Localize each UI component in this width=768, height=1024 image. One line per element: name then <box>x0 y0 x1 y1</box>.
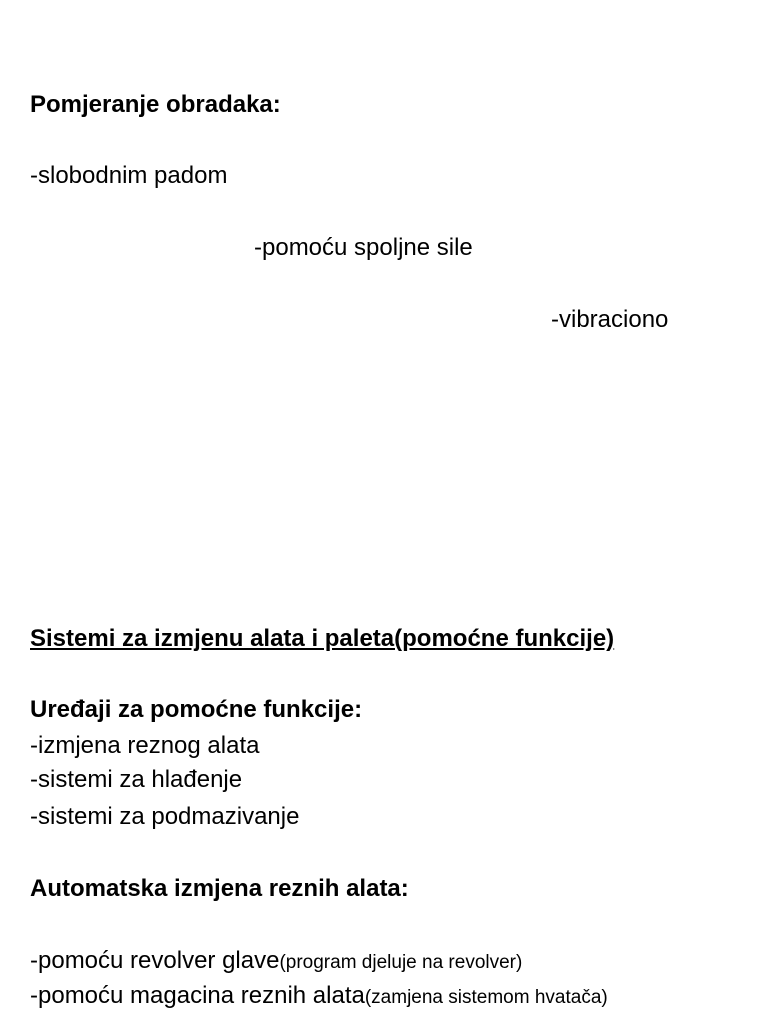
auto-item-main: -pomoću magacina reznih alata <box>30 982 365 1009</box>
auto-item-revolver <box>30 946 522 978</box>
device-item: -izmjena reznog alata <box>30 732 260 759</box>
item-pomocu-spoljne-sile: -pomoću spoljne sile <box>254 234 473 261</box>
item-slobodnim-padom: -slobodnim padom <box>30 162 228 189</box>
auto-item-note: (program djeluje na revolver) <box>279 952 523 973</box>
heading-automatska-izmjena: Automatska izmjena reznih alata: <box>30 875 409 902</box>
auto-item-note: (zamjena sistemom hvatača) <box>364 987 608 1008</box>
heading-uredjaji: Uređaji za pomoćne funkcije: <box>30 696 363 723</box>
item-vibraciono: -vibraciono <box>551 306 669 333</box>
device-item: -sistemi za hlađenje <box>30 766 243 793</box>
auto-item-magacin <box>30 981 608 1013</box>
heading-pomjeranje-obradaka: Pomjeranje obradaka: <box>30 91 281 118</box>
section-title-sistemi: Sistemi za izmjenu alata i paleta(pomoćne funkcije) <box>30 625 615 652</box>
auto-item-main: -pomoću revolver glave <box>30 947 280 974</box>
device-item: -sistemi za podmazivanje <box>30 803 300 830</box>
